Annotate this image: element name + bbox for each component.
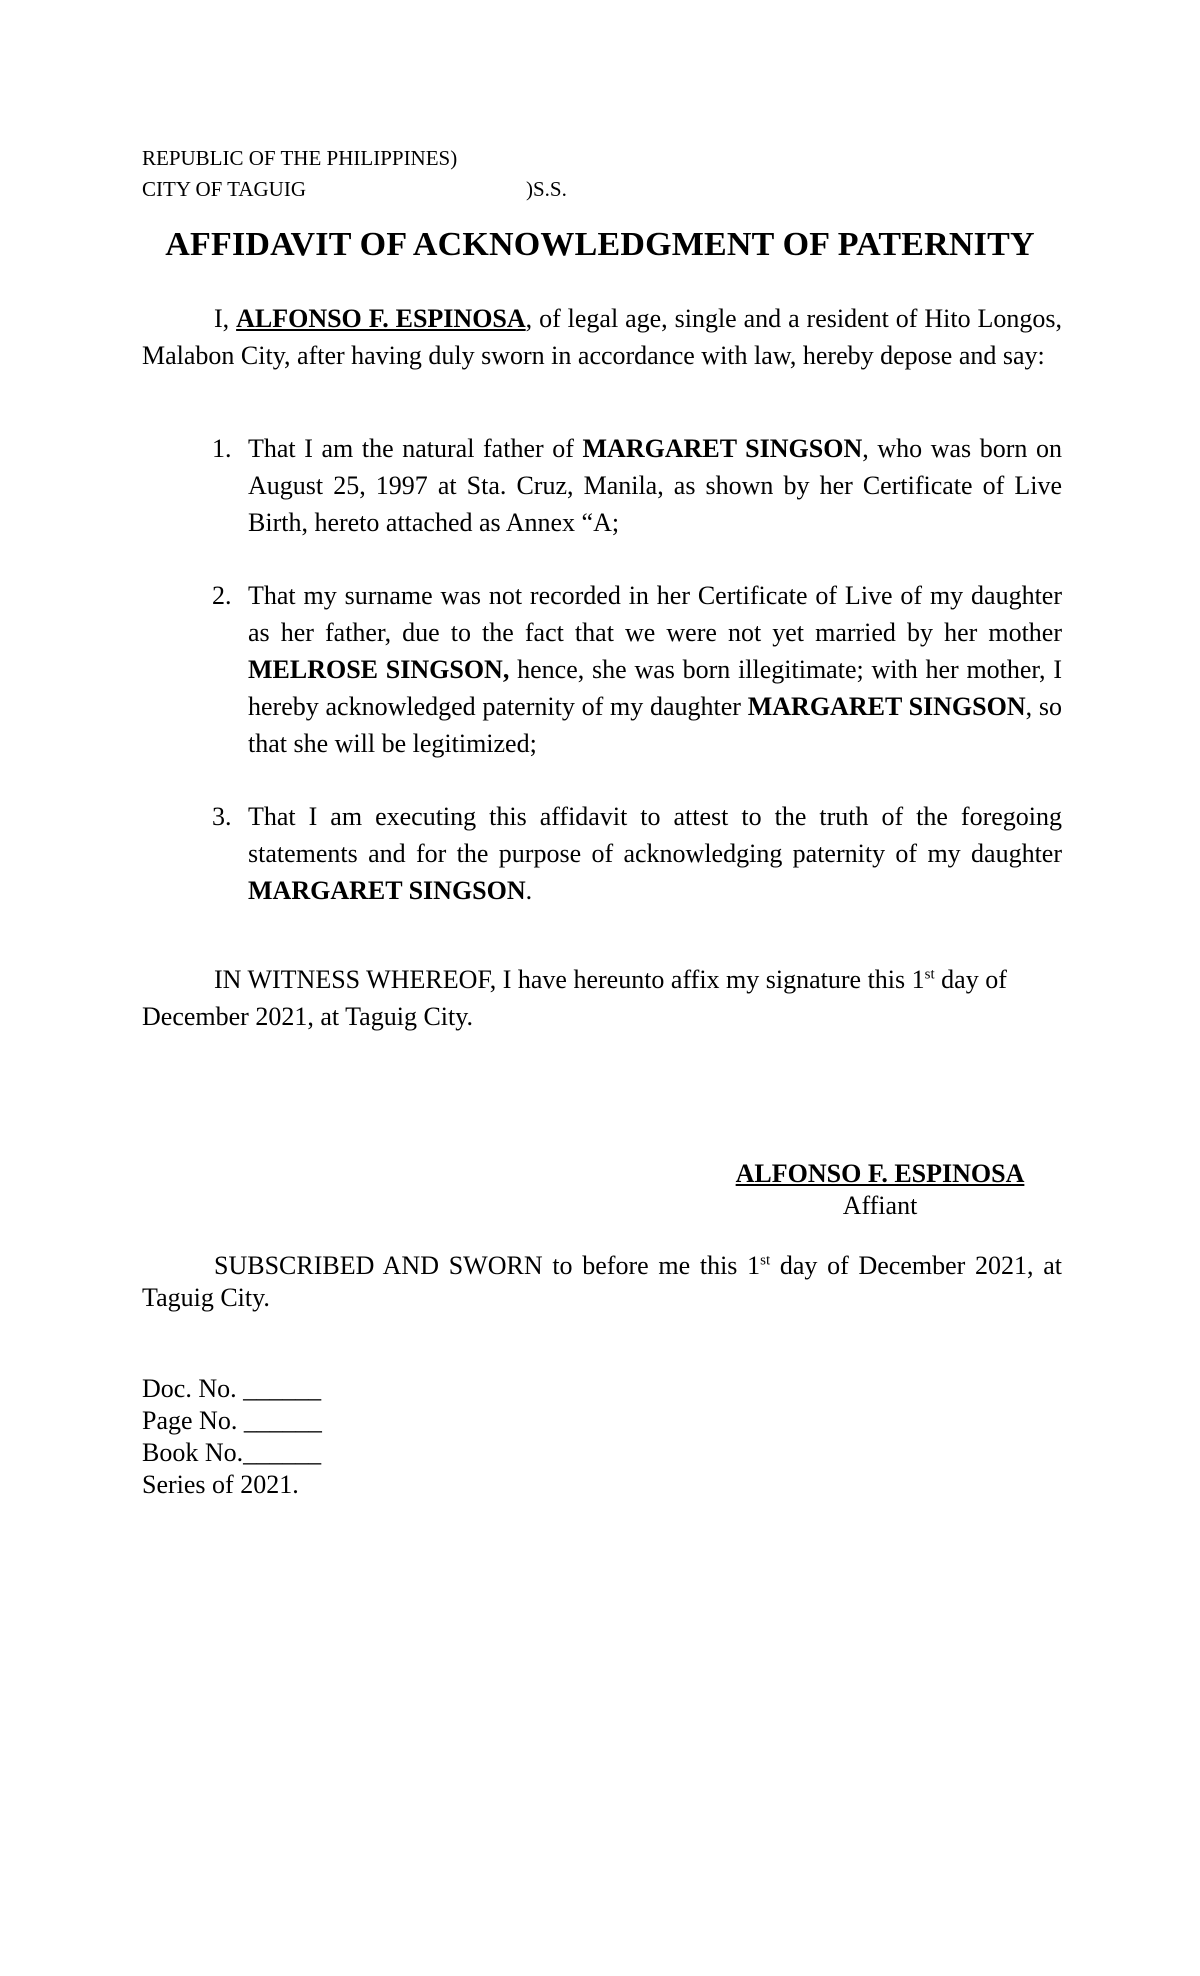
statement-number: 2. (212, 581, 232, 610)
jurat-ordinal: st (760, 1252, 771, 1269)
statement-bold-name: MARGARET SINGSON (582, 434, 863, 463)
statement-item (142, 430, 1062, 541)
statement-item (142, 798, 1062, 909)
statement-bold-name: MARGARET SINGSON (248, 876, 526, 905)
statement-item (142, 577, 1062, 762)
series-year: Series of 2021. (142, 1470, 299, 1499)
signatory-name: ALFONSO F. ESPINOSA (735, 1159, 1025, 1188)
signatory-role: Affiant (842, 1191, 918, 1220)
intro-paragraph (142, 300, 1062, 374)
venue-city: CITY OF TAGUIG (142, 177, 306, 201)
statement-number: 1. (212, 434, 232, 463)
doc-number: Doc. No. ______ (142, 1374, 322, 1403)
statement-text: . (525, 876, 533, 905)
signature-block (700, 1158, 1060, 1222)
jurat-text: SUBSCRIBED AND SWORN to before me this 1 (214, 1251, 761, 1280)
statement-bold-name: MARGARET SINGSON (747, 692, 1026, 721)
statement-text: That I am executing this affidavit to attest to the truth of the foregoing statements and for the purpose of acknowledging paternity of my daughter (248, 802, 1062, 868)
statement-text: That my surname was not recorded in her Certificate of Live of my daughter as her father, due to the fact that we were not yet married by her mother (248, 581, 1062, 647)
intro-affiant-name: ALFONSO F. ESPINOSA (236, 304, 526, 333)
page-number: Page No. ______ (142, 1406, 322, 1435)
jurat-text: day of December 2021, at Taguig City. (142, 1251, 1062, 1312)
venue-city-line (142, 174, 567, 205)
witness-ordinal: st (924, 966, 935, 983)
statement-text: , who was born on August 25, 1997 at Sta. Cruz, Manila, as shown by her Certificate of Live Birth, hereto attached as Annex “A; (248, 434, 1063, 537)
witness-paragraph (142, 961, 1062, 1035)
statement-text: That I am the natural father of (248, 434, 583, 463)
book-number: Book No.______ (142, 1438, 322, 1467)
statement-bold-name: MELROSE SINGSON, (248, 655, 510, 684)
witness-text: IN WITNESS WHEREOF, I have hereunto affix my signature this 1 (214, 965, 925, 994)
venue-ss: )S.S. (526, 177, 567, 201)
venue-block (142, 143, 567, 205)
intro-prefix: I, (214, 304, 237, 333)
statement-list (142, 430, 1062, 945)
witness-text: day of December 2021, at Taguig City. (142, 965, 1007, 1031)
statement-text: , so that she will be legitimized; (248, 692, 1063, 758)
intro-text: , of legal age, single and a resident of Hito Longos, Malabon City, after having duly sworn in accordance with law, hereby depose and say: (142, 304, 1062, 370)
document-title: AFFIDAVIT OF ACKNOWLEDGMENT OF PATERNITY (165, 226, 1035, 263)
notarial-register (142, 1373, 322, 1501)
statement-text: hence, she was born illegitimate; with her mother, I hereby acknowledged paternity of my daughter (248, 655, 1062, 721)
statement-number: 3. (212, 802, 232, 831)
jurat-paragraph (142, 1250, 1062, 1314)
venue-republic: REPUBLIC OF THE PHILIPPINES) (142, 146, 458, 170)
